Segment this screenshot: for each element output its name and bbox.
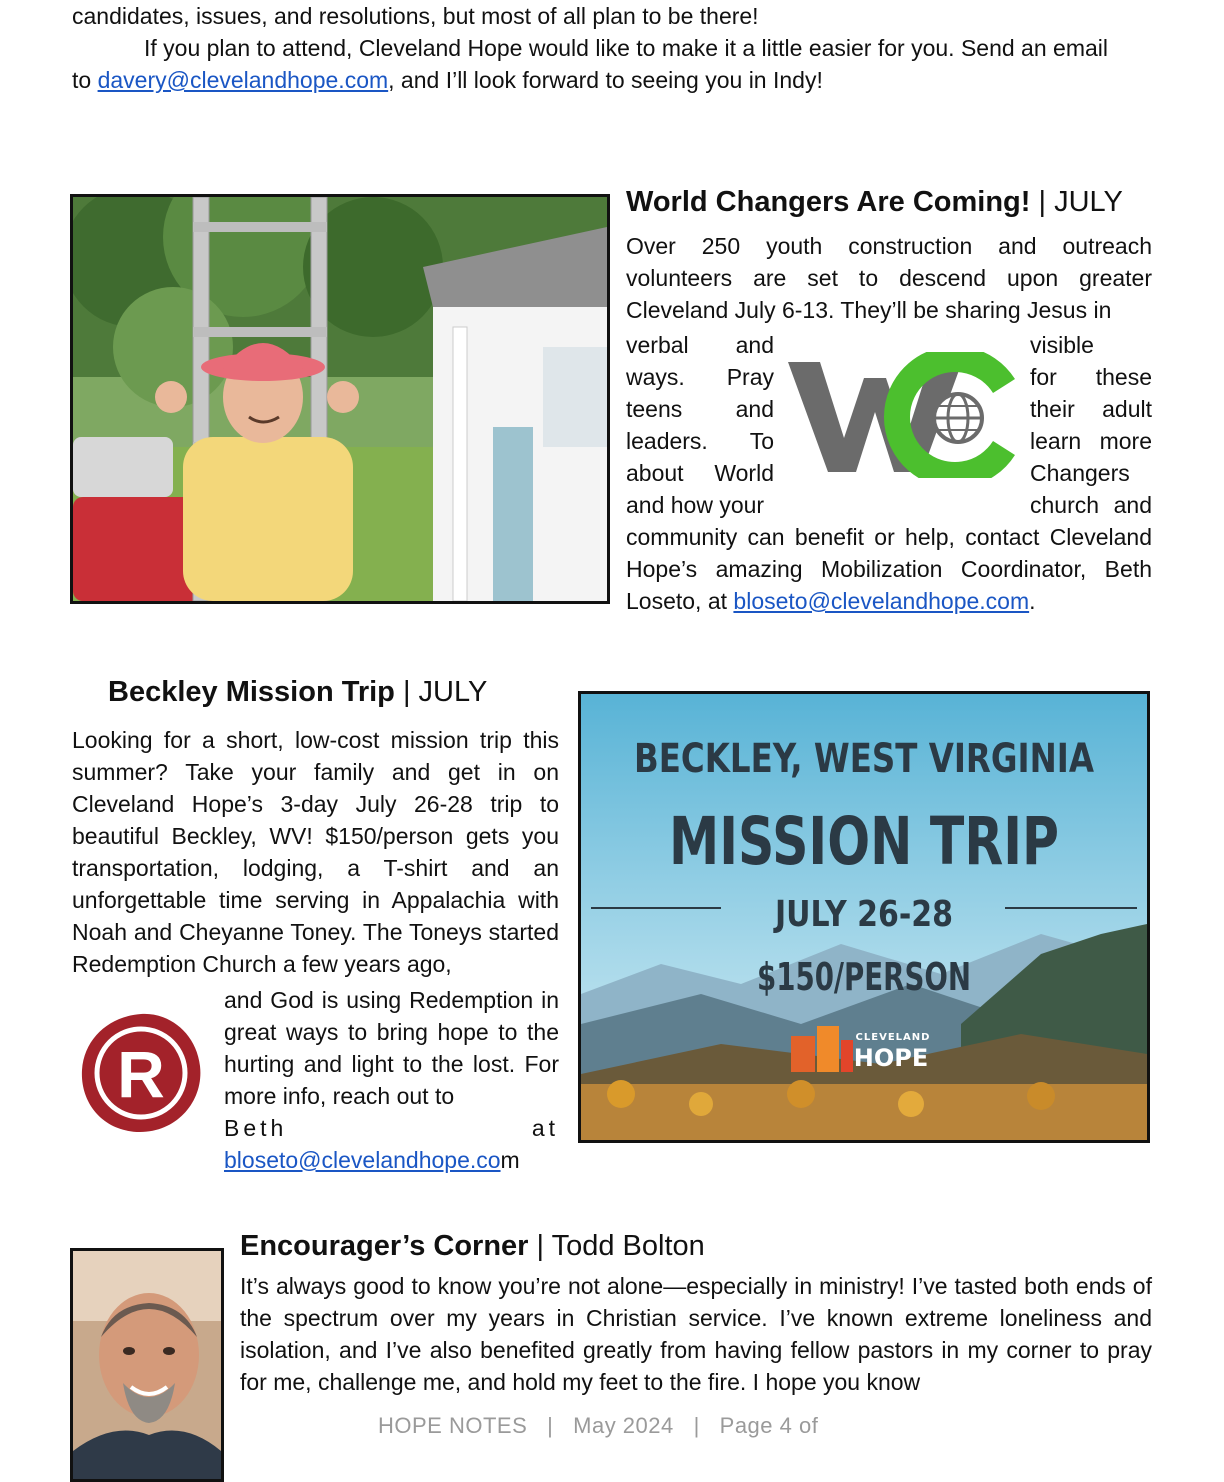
todd-bolton-photo (70, 1248, 224, 1482)
wc-contact-period: . (1029, 588, 1036, 614)
beckley-flyer-graphic (581, 694, 1147, 1140)
beckley-at: at (531, 1115, 559, 1141)
wc-left-line: verbal and (626, 332, 774, 358)
flyer-dates: JULY 26-28 (772, 894, 953, 935)
beckley-beth-line (224, 1112, 559, 1144)
beckley-email-link[interactable]: bloseto@clevelandhope.co (224, 1147, 501, 1173)
wc-right-line: visible (1030, 332, 1094, 358)
wc-left-line: teens and (626, 396, 774, 422)
encourager-body-text: It’s always good to know you’re not alone—especially in ministry! I’ve tasted both ends of the spectrum over my years in Christian service. I’ve known extreme loneliness and isolation, and I’ve also benefited greatly from having fellow pastors in my corner to pray for me, challenge me, and hold my feet to the fire. I hope you know (240, 1273, 1152, 1395)
wc-left-line: ways. Pray (626, 364, 774, 390)
beckley-title: Beckley Mission Trip (108, 676, 395, 708)
ladder-volunteer-illustration (73, 197, 607, 601)
encourager-heading (240, 1230, 1152, 1263)
davery-email-link[interactable]: davery@clevelandhope.com (97, 67, 389, 93)
intro-paragraph (72, 32, 1152, 96)
world-changers-contact-text (626, 521, 1152, 617)
intro-invite-line: If you plan to attend, Cleveland Hope would like to make it a little easier for you. Send an email (144, 35, 1108, 61)
intro-closing-line: candidates, issues, and resolutions, but most of all plan to be there! (72, 3, 759, 29)
wc-right-line: their adult (1030, 396, 1152, 422)
world-changers-left-column (626, 329, 774, 521)
world-changers-month: | JULY (1030, 186, 1123, 218)
beckley-email-line (224, 1144, 559, 1176)
intro-email-line (72, 64, 1152, 96)
flyer-price: $150/PERSON (757, 955, 971, 999)
wc-right-line: for these (1030, 364, 1152, 390)
beckley-heading (108, 676, 568, 709)
flyer-logo-cleveland: CLEVELAND (855, 1032, 931, 1043)
wc-left-line: about World (626, 460, 774, 486)
flyer-logo-hope: HOPE (853, 1044, 929, 1072)
beckley-body-text: Looking for a short, low-cost mission trip this summer? Take your family and get in on Cleveland Hope’s 3-day July 26-28 trip to beautiful Beckley, WV! $150/person gets you transportation, lodging, a T-shirt and an unforgettable time serving in Appalachia with Noah and Cheyanne Toney. The Toneys started Redemption Church a few years ago, (72, 727, 559, 977)
encourager-title: Encourager’s Corner (240, 1230, 529, 1262)
encourager-author: | Todd Bolton (528, 1230, 705, 1262)
wc-right-line: Changers (1030, 460, 1130, 486)
redemption-r-icon (78, 1010, 204, 1136)
beckley-beth: Beth (224, 1115, 288, 1141)
intro-indy-text: , and I’ll look forward to seeing you in Indy! (388, 67, 823, 93)
flyer-mission-trip: MISSION TRIP (669, 803, 1059, 880)
todd-bolton-portrait (73, 1251, 221, 1479)
beckley-flyer-image (578, 691, 1150, 1143)
beckley-indent-paragraph: and God is using Redemption in great ways to bring hope to the hurting and light to the lost. For more info, reach out to (224, 987, 559, 1109)
world-changers-logo (786, 352, 1016, 478)
world-changers-right-column (1030, 329, 1152, 521)
world-changers-title: World Changers Are Coming! (626, 186, 1031, 218)
wc-logo-icon (786, 352, 1016, 478)
intro-to-text: to (72, 67, 98, 93)
wc-right-line: learn more (1030, 428, 1152, 454)
beckley-month: | JULY (394, 676, 488, 708)
beckley-contact-text (224, 984, 559, 1176)
page-footer: HOPE NOTES | May 2024 | Page 4 of (378, 1413, 819, 1438)
world-changers-heading (626, 186, 1166, 219)
bloseto-email-link[interactable]: bloseto@clevelandhope.com (733, 588, 1030, 614)
wc-right-line: church and (1030, 492, 1152, 518)
wc-left-line: leaders. To (626, 428, 774, 454)
ladder-volunteer-photo (70, 194, 610, 604)
world-changers-intro-text: Over 250 youth construction and outreach volunteers are set to descend upon greater Cleveland July 6-13. They’ll be sharing Jesus in (626, 233, 1152, 323)
redemption-church-logo (78, 1010, 204, 1136)
beckley-email-tail: m (500, 1147, 520, 1173)
redemption-logo-letter: R (117, 1037, 165, 1111)
flyer-location: BECKLEY, WEST VIRGINIA (634, 736, 1095, 782)
wc-left-line: and how your (626, 492, 765, 518)
wc-contact-prefix: community can benefit or help, contact Cleveland Hope’s amazing Mobilization Coordinator, Beth Loseto, at (626, 524, 1152, 614)
